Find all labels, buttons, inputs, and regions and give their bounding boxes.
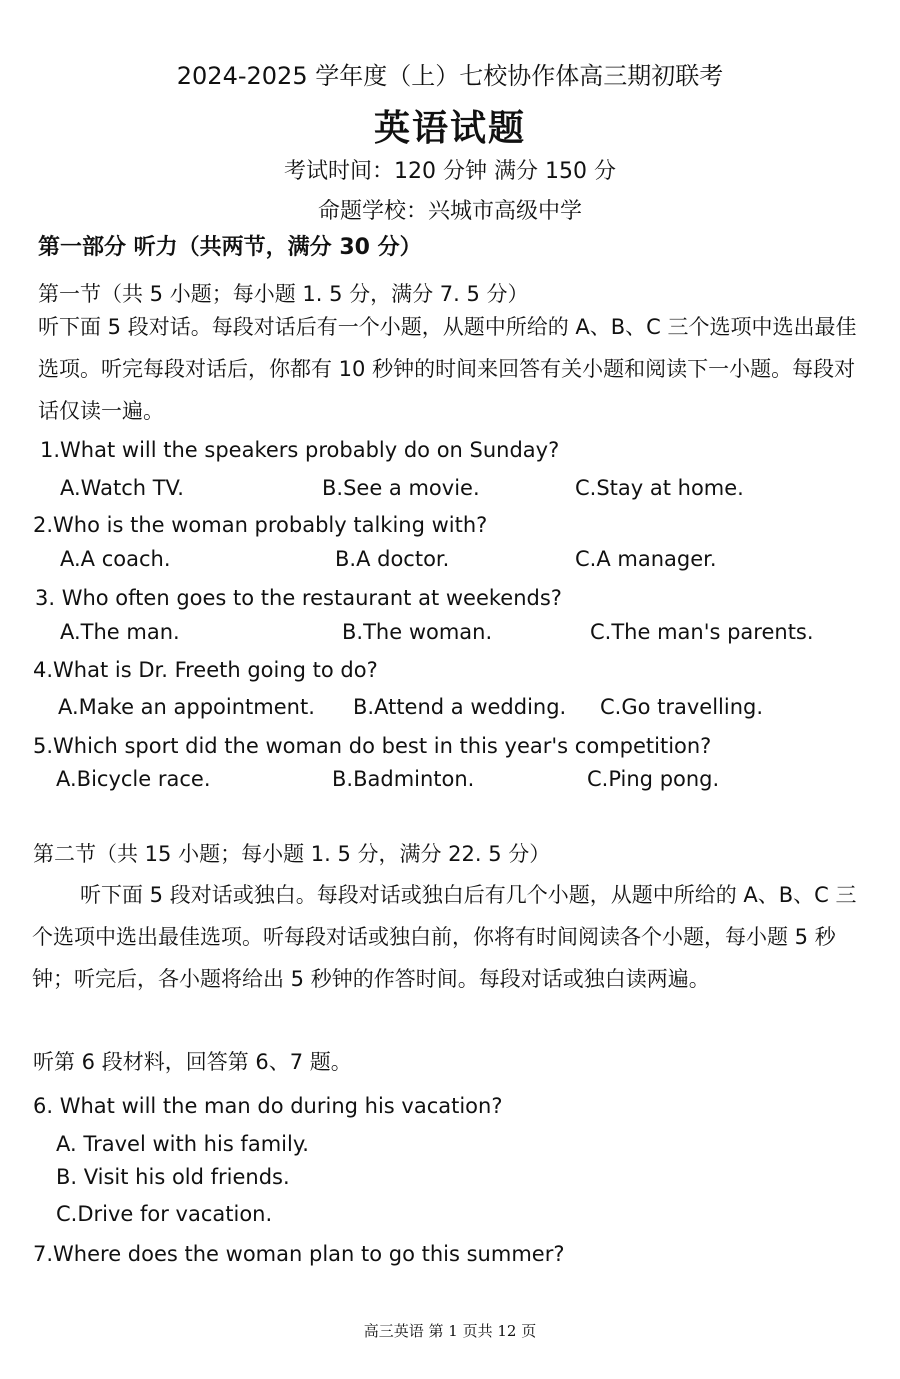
section1-heading: 第一节（共 5 小题；每小题 1. 5 分，满分 7. 5 分） <box>38 282 529 306</box>
q6-option-a: A. Travel with his family. <box>56 1132 309 1156</box>
q2-option-a: A.A coach. <box>60 547 171 571</box>
exam-title: 2024-2025 学年度（上）七校协作体高三期初联考 <box>176 62 724 90</box>
exam-time-info: 考试时间：120 分钟 满分 150 分 <box>284 159 616 184</box>
q3-option-b: B.The woman. <box>342 620 493 644</box>
question-2: 2.Who is the woman probably talking with? <box>33 513 488 537</box>
question-7: 7.Where does the woman plan to go this summer? <box>33 1242 565 1266</box>
q4-option-b: B.Attend a wedding. <box>353 695 567 719</box>
question-3: 3. Who often goes to the restaurant at weekends? <box>35 586 562 610</box>
school-info: 命题学校：兴城市高级中学 <box>317 199 582 224</box>
question-6: 6. What will the man do during his vacation? <box>33 1094 503 1118</box>
q5-option-b: B.Badminton. <box>332 767 475 791</box>
q4-option-a: A.Make an appointment. <box>58 695 315 719</box>
question-1: 1.What will the speakers probably do on Sunday? <box>40 438 560 462</box>
part1-heading: 第一部分 听力（共两节，满分 30 分） <box>38 235 422 260</box>
q1-option-b: B.See a movie. <box>322 476 480 500</box>
page-footer: 高三英语 第 1 页共 12 页 <box>363 1322 537 1340</box>
material-6-instruction: 听第 6 段材料，回答第 6、7 题。 <box>33 1050 352 1074</box>
q1-option-c: C.Stay at home. <box>575 476 744 500</box>
q4-option-c: C.Go travelling. <box>600 695 764 719</box>
q2-option-b: B.A doctor. <box>335 547 450 571</box>
section2-heading: 第二节（共 15 小题；每小题 1. 5 分，满分 22. 5 分） <box>33 842 551 866</box>
q1-option-a: A.Watch TV. <box>60 476 184 500</box>
q3-option-c: C.The man's parents. <box>590 620 814 644</box>
q2-option-c: C.A manager. <box>575 547 717 571</box>
subject-title: 英语试题 <box>373 108 526 149</box>
q6-option-c: C.Drive for vacation. <box>56 1202 273 1226</box>
q5-option-c: C.Ping pong. <box>587 767 720 791</box>
section2-instructions: 听下面 5 段对话或独白。每段对话或独白后有几个小题，从题中所给的 A、B、C 三个选项中选出最佳选项。听每段对话或独白前，你将有时间阅读各个小题，每小题 5 秒钟；听完后，各小题将给出 5 秒钟的作答时间。每段对话或独白读两遍。 <box>32 883 857 991</box>
q5-option-a: A.Bicycle race. <box>56 767 211 791</box>
section1-instructions: 听下面 5 段对话。每段对话后有一个小题，从题中所给的 A、B、C 三个选项中选出最佳选项。听完每段对话后，你都有 10 秒钟的时间来回答有关小题和阅读下一小题。每段对话仅读一遍。 <box>38 315 857 423</box>
question-4: 4.What is Dr. Freeth going to do? <box>33 658 378 682</box>
question-5: 5.Which sport did the woman do best in this year's competition? <box>33 734 712 758</box>
q3-option-a: A.The man. <box>60 620 180 644</box>
q6-option-b: B. Visit his old friends. <box>56 1165 290 1189</box>
